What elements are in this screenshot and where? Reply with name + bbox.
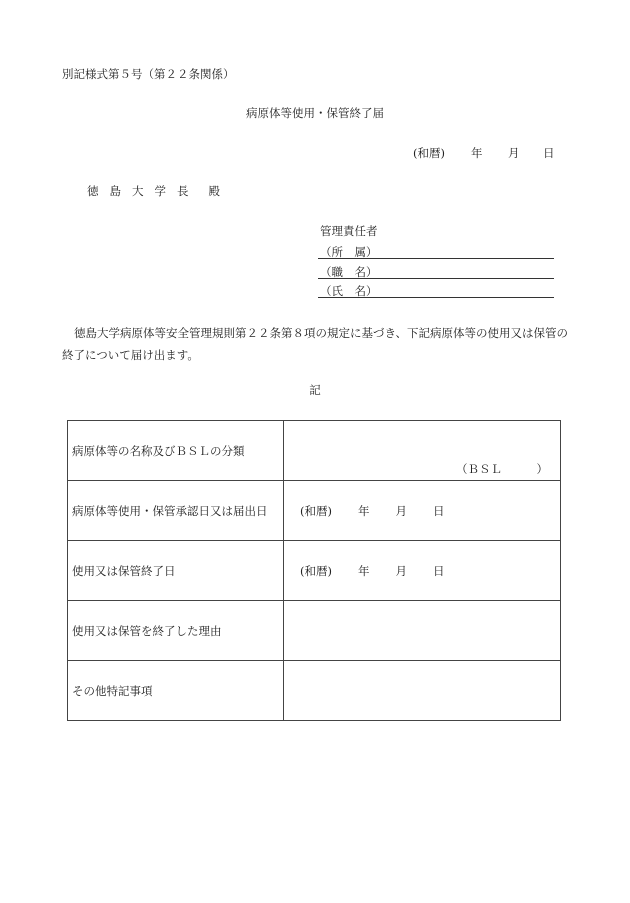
row-label: 使用又は保管を終了した理由 xyxy=(68,601,284,661)
bsl-label: （ＢＳＬ ） xyxy=(456,462,548,476)
details-table xyxy=(67,420,561,721)
addressee-char: 徳 xyxy=(87,184,99,198)
body-paragraph: 徳島大学病原体等安全管理規則第２２条第８項の規定に基づき、下記病原体等の使用又は保管の終了について届け出ます。 xyxy=(62,326,569,362)
row-label: 病原体等使用・保管承認日又は届出日 xyxy=(68,481,284,541)
addressee-char: 島 xyxy=(109,184,121,198)
table-row xyxy=(68,541,561,601)
manager-affiliation-label: （所 属） xyxy=(320,245,378,259)
date-day-label: 日 xyxy=(543,146,555,160)
day-label: 日 xyxy=(432,503,445,518)
month-label: 月 xyxy=(395,503,407,518)
era-label: (和暦) xyxy=(300,563,332,578)
year-label: 年 xyxy=(357,563,370,578)
addressee-char: 長 xyxy=(177,184,189,198)
end-date-field[interactable] xyxy=(284,541,561,601)
table-row xyxy=(68,421,561,481)
addressee-char: 殿 xyxy=(208,184,220,198)
year-label: 年 xyxy=(357,503,370,518)
date-month-label: 月 xyxy=(508,146,520,160)
note-mark: 記 xyxy=(309,383,321,397)
table-row xyxy=(68,661,561,721)
manager-post-field[interactable] xyxy=(318,262,554,279)
era-label: (和暦) xyxy=(300,503,332,518)
document-title: 病原体等使用・保管終了届 xyxy=(246,106,384,120)
remarks-field[interactable] xyxy=(284,661,561,721)
manager-name-label: （氏 名） xyxy=(320,284,378,298)
manager-post-label: （職 名） xyxy=(320,265,378,279)
manager-affiliation-field[interactable] xyxy=(318,242,554,259)
form-number: 別記様式第５号（第２２条関係） xyxy=(62,67,235,81)
day-label: 日 xyxy=(432,563,445,578)
addressee-char: 大 xyxy=(132,184,144,198)
addressee-char: 学 xyxy=(154,184,166,198)
reason-field[interactable] xyxy=(284,601,561,661)
date-era-label: (和暦) xyxy=(413,146,445,160)
pathogen-name-field[interactable] xyxy=(284,421,561,481)
manager-name-field[interactable] xyxy=(318,281,554,298)
addressee xyxy=(87,186,231,198)
manager-heading: 管理責任者 xyxy=(320,224,378,238)
table-row xyxy=(68,601,561,661)
date-year-label: 年 xyxy=(471,146,483,160)
table-row xyxy=(68,481,561,541)
row-label: 使用又は保管終了日 xyxy=(68,541,284,601)
row-label: 病原体等の名称及びＢＳＬの分類 xyxy=(68,421,284,481)
approval-date-field[interactable] xyxy=(284,481,561,541)
row-label: その他特記事項 xyxy=(68,661,284,721)
month-label: 月 xyxy=(395,563,407,578)
